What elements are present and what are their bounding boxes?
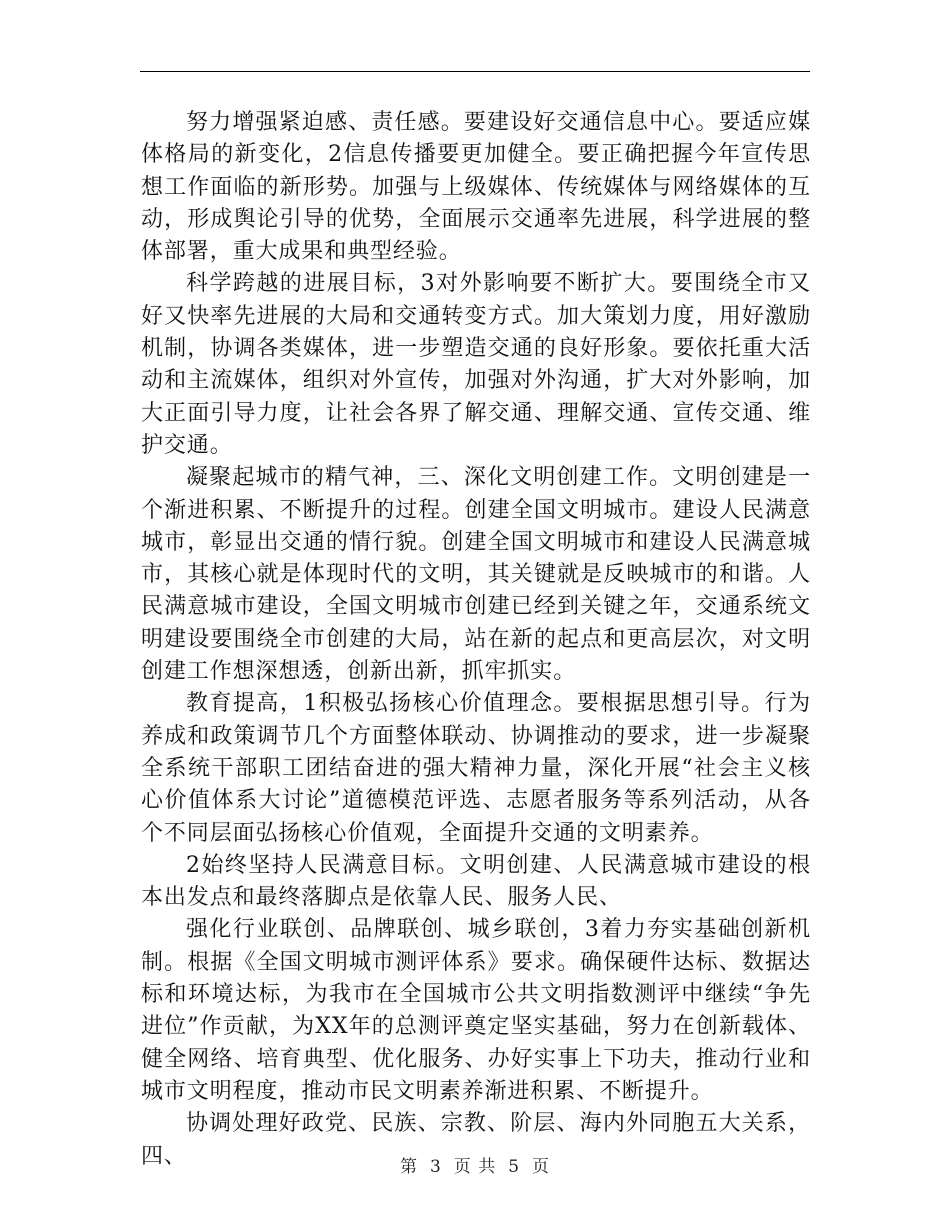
- body-text: [141, 107, 811, 1173]
- paragraph: 凝聚起城市的精气神，三、深化文明创建工作。文明创建是一个渐进积累、不断提升的过程。创建全国文明城市。建设人民满意城市，彰显出交通的情行貌。创建全国文明城市和建设人民满意城市，其核心就是体现时代的文明，其关键就是反映城市的和谐。人民满意城市建设，全国文明城市创建已经到关键之年，交通系统文明建设要围绕全市创建的大局，站在新的起点和更高层次，对文明创建工作想深想透，创新出新，抓牢抓实。: [141, 465, 811, 685]
- current-page-number: 3: [429, 1157, 442, 1177]
- header-rule: [140, 71, 810, 72]
- paragraph: 协调处理好政党、民族、宗教、阶层、海内外同胞五大关系，四、: [141, 1111, 811, 1169]
- page-footer: [0, 1152, 950, 1177]
- paragraph: 努力增强紧迫感、责任感。要建设好交通信息中心。要适应媒体格局的新变化，2信息传播要更加健全。要正确把握今年宣传思想工作面临的新形势。加强与上级媒体、传统媒体与网络媒体的互动，形成舆论引导的优势，全面展示交通率先进展，科学进展的整体部署，重大成果和典型经验。: [141, 110, 811, 265]
- total-pages-number: 5: [508, 1157, 521, 1177]
- paragraph: 科学跨越的进展目标，3对外影响要不断扩大。要围绕全市又好又快率先进展的大局和交通转变方式。加大策划力度，用好激励机制，协调各类媒体，进一步塑造交通的良好形象。要依托重大活动和主流媒体，组织对外宣传，加强对外沟通，扩大对外影响，加大正面引导力度，让社会各界了解交通、理解交通、宣传交通、维护交通。: [141, 271, 811, 458]
- paragraph: 2始终坚持人民满意目标。文明创建、人民满意城市建设的根本出发点和最终落脚点是依靠人民、服务人民、: [141, 852, 811, 911]
- page-label-suffix: 页: [532, 1157, 551, 1177]
- paragraph: 强化行业联创、品牌联创、城乡联创，3着力夯实基础创新机制。根据《全国文明城市测评体系》要求。确保硬件达标、数据达标和环境达标，为我市在全国城市公共文明指数测评中继续“争先进位”作贡献，为XX年的总测评奠定坚实基础，努力在创新载体、健全网络、培育典型、优化服务、办好实事上下功夫，推动行业和城市文明程度，推动市民文明素养渐进积累、不断提升。: [141, 917, 811, 1104]
- paragraph: 教育提高，1积极弘扬核心价值理念。要根据思想引导。行为养成和政策调节几个方面整体联动、协调推动的要求，进一步凝聚全系统干部职工团结奋进的强大精神力量，深化开展“社会主义核心价值体系大讨论”道德模范评选、志愿者服务等系列活动，从各个不同层面弘扬核心价值观，全面提升交通的文明素养。: [141, 691, 811, 846]
- page-label-mid: 页 共: [453, 1157, 497, 1177]
- page-label-prefix: 第: [399, 1157, 418, 1177]
